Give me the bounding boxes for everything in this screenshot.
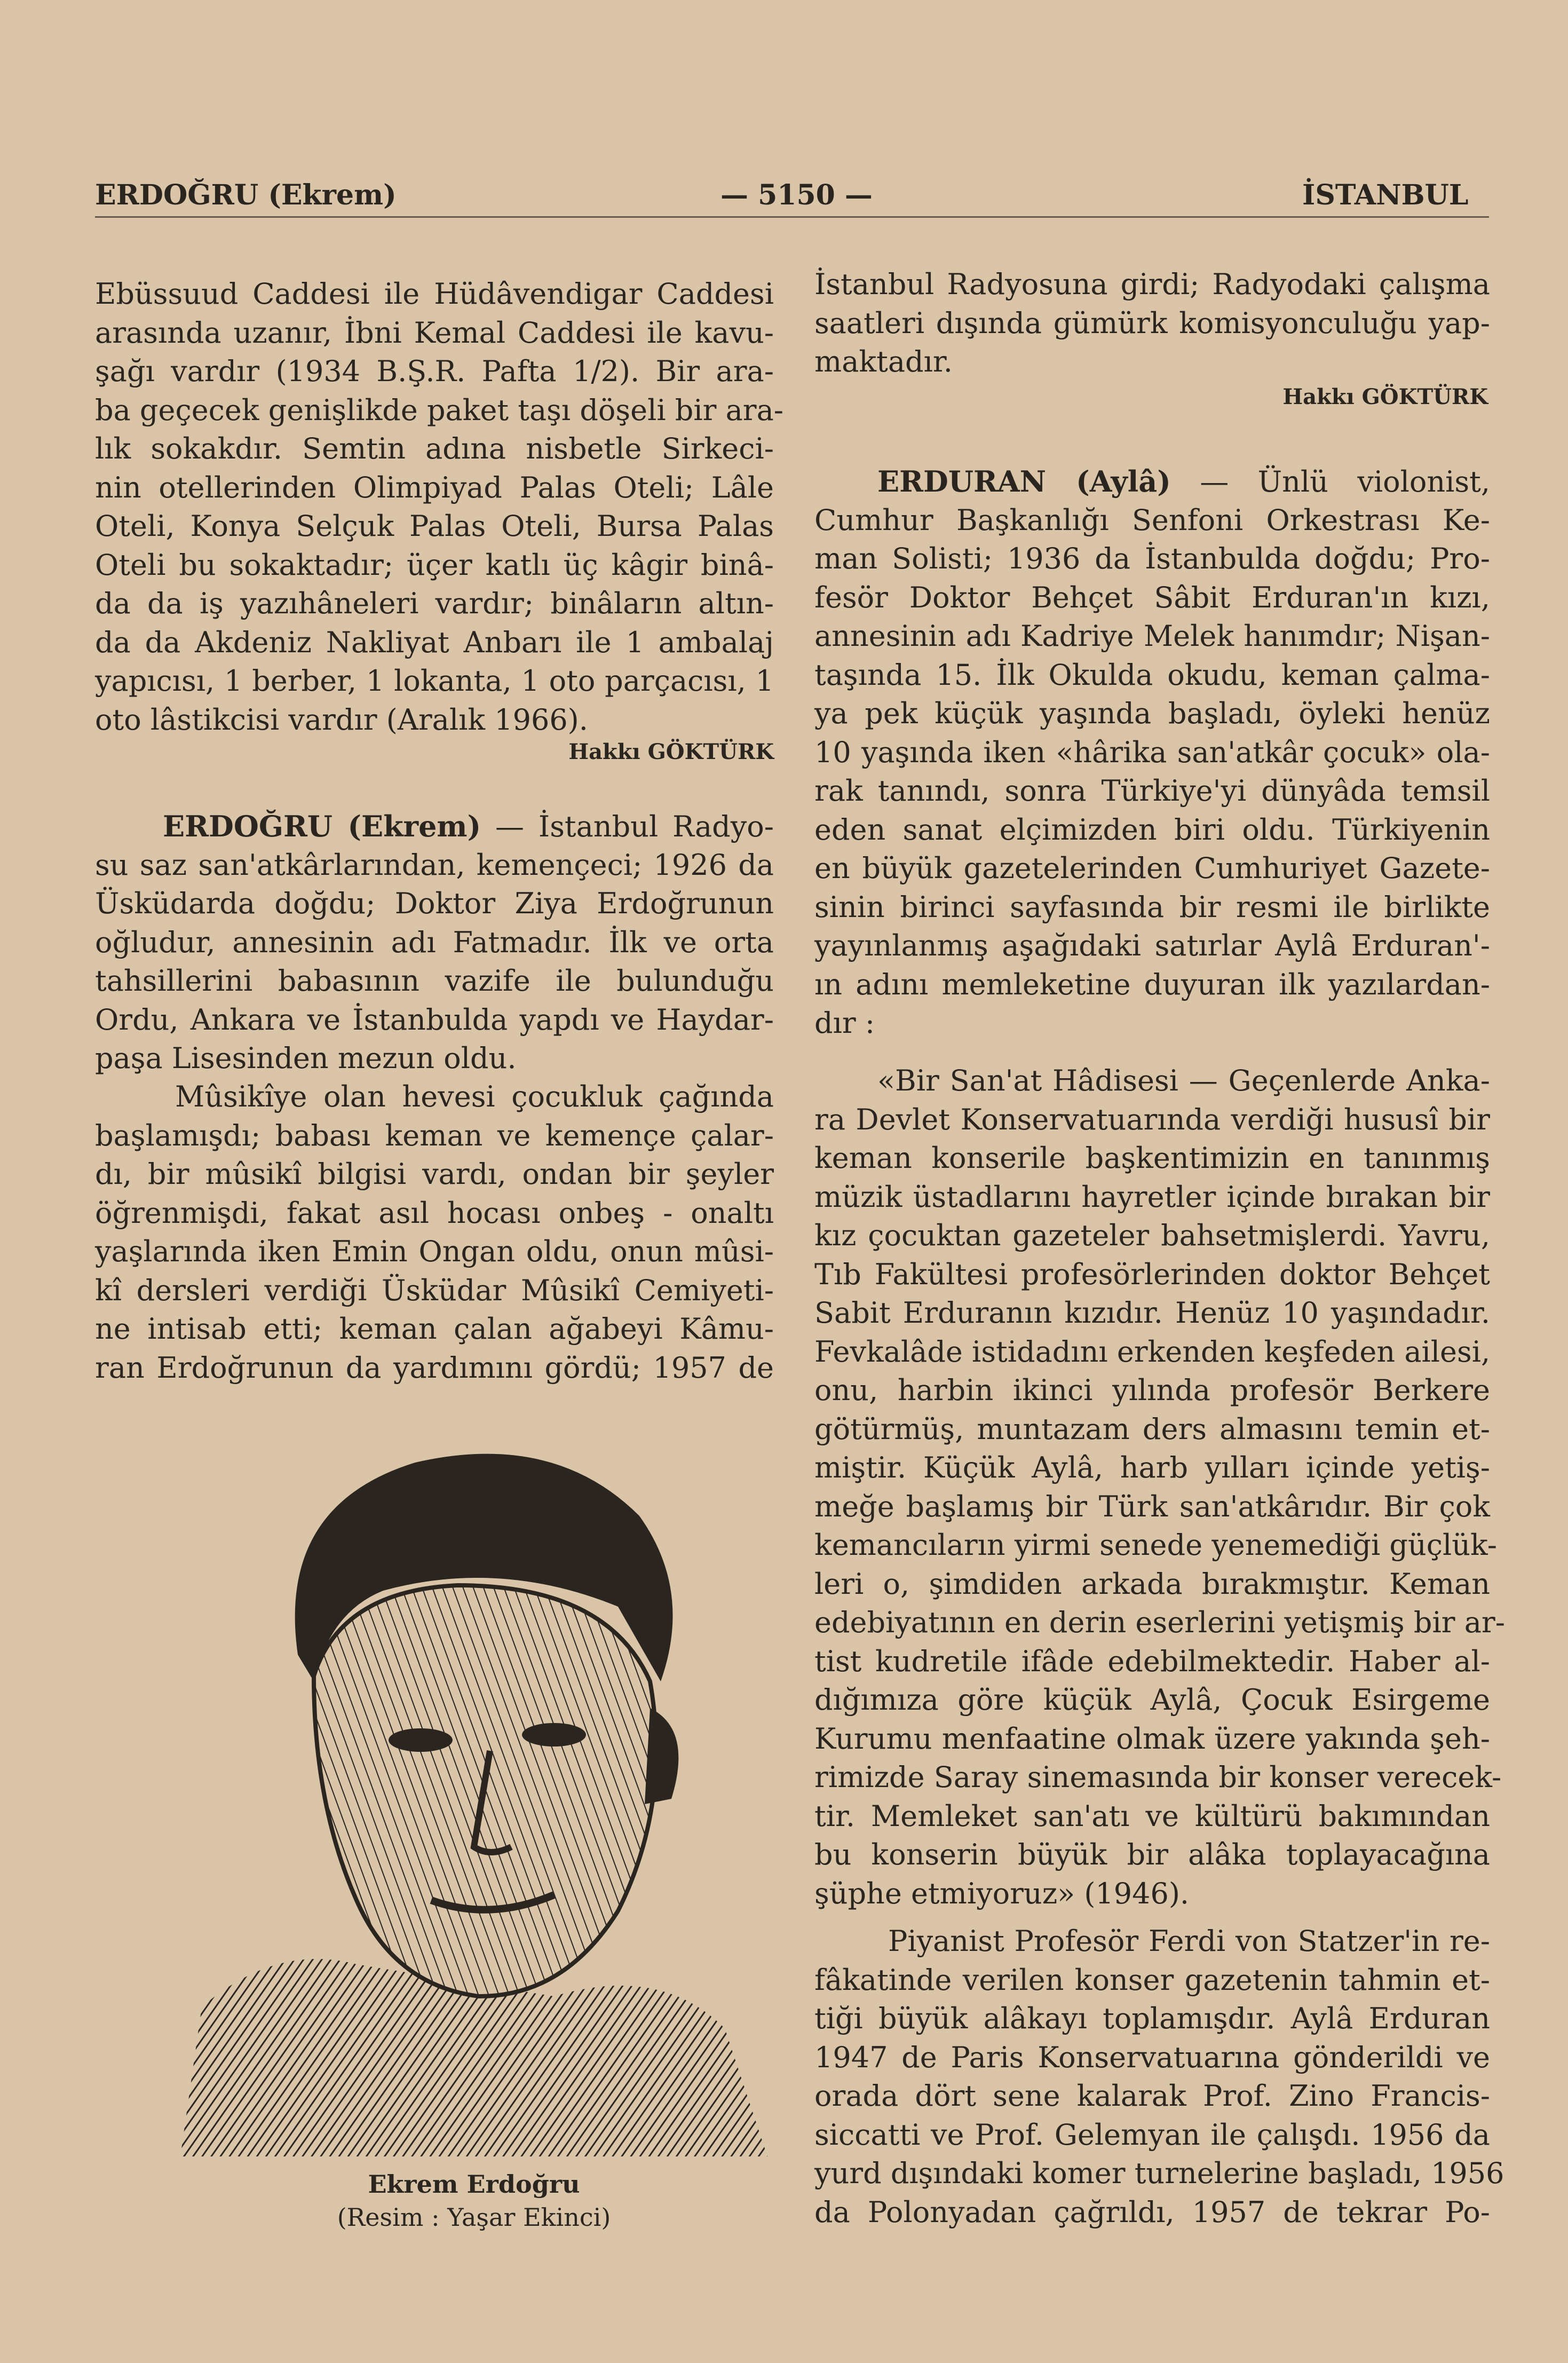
text-line: dır : bbox=[814, 1006, 875, 1040]
text-line: «Bir San'at Hâdisesi — Geçenlerde Anka- bbox=[877, 1064, 1490, 1097]
text-line: bu konserin büyük bir alâka toplayacağına bbox=[814, 1838, 1490, 1871]
text-line: ran Erdoğrunun da yardımını gördü; 1957 de bbox=[95, 1350, 774, 1385]
text-line: oğludur, annesinin adı Fatmadır. İlk ve orta bbox=[95, 925, 774, 959]
right-para-1 bbox=[814, 265, 1490, 382]
portrait-ear bbox=[645, 1708, 678, 1804]
text-line: Oteli bu sokaktadır; üçer katlı üç kâgir binâ- bbox=[95, 548, 774, 582]
text-line: şağı vardır (1934 B.Ş.R. Pafta 1/2). Bir ara- bbox=[95, 354, 774, 388]
text-line: siccatti ve Prof. Gelemyan ile çalışdı. 1956 da bbox=[814, 2117, 1490, 2152]
running-head-right: İSTANBUL bbox=[1302, 179, 1469, 211]
text-line: tir. Memleket san'atı ve kültürü bakımından bbox=[814, 1799, 1490, 1833]
text-line: ne intisab etti; keman çalan ağabeyi Kâmu- bbox=[95, 1312, 774, 1346]
text-line: dığımıza göre küçük Aylâ, Çocuk Esirgeme bbox=[814, 1683, 1490, 1717]
right-para-3 bbox=[814, 1062, 1505, 1913]
text-line: kız çocuktan gazeteler bahsetmişlerdi. Yavru, bbox=[814, 1219, 1490, 1252]
text-line: fesör Doktor Behçet Sâbit Erduran'ın kızı, bbox=[814, 580, 1490, 614]
text-line: orada dört sene kalarak Prof. Zino Francis- bbox=[814, 2079, 1490, 2113]
text-line: 10 yaşında iken «hârika san'atkâr çocuk» ola- bbox=[814, 735, 1490, 769]
text-line: da da Akdeniz Nakliyat Anbarı ile 1 ambalaj bbox=[95, 625, 774, 659]
left-para-3 bbox=[95, 1078, 774, 1387]
text-line: müzik üstadlarını hayretler içinde bırakan bir bbox=[814, 1180, 1490, 1214]
text-line: rak tanındı, sonra Türkiye'yi dünyâda temsil bbox=[814, 774, 1490, 808]
text-line: Tıb Fakültesi profesörlerinden doktor Behçet bbox=[814, 1257, 1490, 1291]
text-line: sinin birinci sayfasında bir resmi ile birlikte bbox=[814, 890, 1490, 924]
text-line: yapıcısı, 1 berber, 1 lokanta, 1 oto parçacısı, 1 bbox=[95, 664, 774, 698]
text-line: tist kudretile ifâde edebilmektedir. Haber al- bbox=[814, 1644, 1490, 1678]
left-para-1 bbox=[95, 275, 784, 739]
text-line: kî dersleri verdiği Üsküdar Mûsikî Cemiyeti- bbox=[95, 1273, 774, 1307]
text-line: yurd dışındaki komer turnelerine başladı, 1956 bbox=[814, 2156, 1504, 2190]
text-line: arasında uzanır, İbni Kemal Caddesi ile kavu- bbox=[95, 315, 774, 350]
text-line: yaşlarında iken Emin Ongan oldu, onun mûsi- bbox=[95, 1235, 774, 1268]
text-line: rimizde Saray sinemasında bir konser verecek- bbox=[814, 1760, 1502, 1794]
text-line: şüphe etmiyoruz» (1946). bbox=[814, 1876, 1190, 1910]
text-line: man Solisti; 1936 da İstanbulda doğdu; Pro- bbox=[814, 542, 1490, 575]
text-line: da da iş yazıhâneleri vardır; binâların altın- bbox=[95, 587, 774, 620]
text-line: Ordu, Ankara ve İstanbulda yapdı ve Haydar- bbox=[95, 1002, 774, 1037]
text-line: en büyük gazetelerinden Cumhuriyet Gazete- bbox=[814, 851, 1490, 885]
entry-headword: ERDOĞRU (Ekrem) bbox=[163, 809, 481, 843]
right-para-2 bbox=[814, 462, 1490, 1043]
text-line: annesinin adı Kadriye Melek hanımdır; Nişan- bbox=[814, 619, 1490, 653]
text-line: Mûsikîye olan hevesi çocukluk çağında bbox=[175, 1080, 774, 1113]
portrait-caption-credit: (Resim : Yaşar Ekinci) bbox=[337, 2203, 611, 2232]
text-line: tiği büyük alâkayı toplamışdır. Aylâ Erduran bbox=[814, 2002, 1490, 2035]
text-line: ERDURAN (Aylâ) — Ünlü violonist, bbox=[877, 464, 1491, 499]
left-para-2 bbox=[95, 807, 774, 1078]
text-line: götürmüş, muntazam ders almasını temin et- bbox=[814, 1412, 1490, 1446]
portrait-caption-name: Ekrem Erdoğru bbox=[368, 2170, 580, 2199]
text-line: da Polonyadan çağrıldı, 1957 de tekrar Po- bbox=[814, 2195, 1490, 2229]
text-line: İstanbul Radyosuna girdi; Radyodaki çalışma bbox=[814, 267, 1490, 301]
text-line: Ebüssuud Caddesi ile Hüdâvendigar Caddesi bbox=[95, 277, 774, 311]
text-line: miştir. Küçük Aylâ, harb yılları içinde yetiş- bbox=[814, 1451, 1490, 1484]
text-line: tahsillerini babasının vazife ile bulunduğu bbox=[95, 964, 774, 998]
text-line: leri o, şimdiden arkada bırakmıştır. Keman bbox=[814, 1567, 1490, 1601]
text-line: öğrenmişdi, fakat asıl hocası onbeş - onaltı bbox=[95, 1196, 774, 1230]
text-line: ya pek küçük yaşında başladı, öyleki henüz bbox=[814, 697, 1490, 730]
text-line: 1947 de Paris Konservatuarına gönderildi ve bbox=[814, 2040, 1490, 2074]
text-line: Kurumu menfaatine olmak üzere yakında şeh- bbox=[814, 1721, 1490, 1756]
text-line: Sabit Erduranın kızıdır. Henüz 10 yaşındadır. bbox=[814, 1296, 1490, 1330]
text-line: nin otellerinden Olimpiyad Palas Oteli; Lâle bbox=[95, 470, 774, 504]
text-line: Piyanist Profesör Ferdi von Statzer'in re- bbox=[888, 1924, 1490, 1958]
text-line: yayınlanmış aşağıdaki satırlar Aylâ Erduran'- bbox=[814, 929, 1490, 962]
text-line: Fevkalâde istidadını erkenden keşfeden ailesi, bbox=[814, 1334, 1491, 1369]
text-line: Cumhur Başkanlığı Senfoni Orkestrası Ke- bbox=[814, 503, 1490, 537]
text-line: su saz san'atkârlarından, kemençeci; 1926 da bbox=[95, 848, 774, 882]
text-line: lık sokakdır. Semtin adına nisbetle Sirkeci- bbox=[95, 432, 774, 465]
text-line: eden sanat elçimizden biri oldu. Türkiyenin bbox=[814, 812, 1490, 847]
header-rule bbox=[95, 216, 1489, 218]
page-number: — 5150 — bbox=[720, 179, 873, 211]
text-line: meğe başlamış bir Türk san'atkârıdır. Bir çok bbox=[814, 1489, 1490, 1523]
text-line: taşında 15. İlk Okulda okudu, keman çalma- bbox=[814, 658, 1490, 692]
text-line: ra Devlet Konservatuarında verdiği hususî bir bbox=[814, 1102, 1490, 1136]
text-line: fâkatinde verilen konser gazetenin tahmin et- bbox=[814, 1963, 1490, 1997]
signature-right: Hakkı GÖKTÜRK bbox=[1282, 384, 1488, 409]
text-line: maktadır. bbox=[814, 345, 953, 378]
text-line: paşa Lisesinden mezun oldu. bbox=[95, 1041, 517, 1075]
right-para-4 bbox=[814, 1922, 1504, 2232]
text-line: saatleri dışında gümürk komisyonculuğu yap- bbox=[814, 306, 1490, 340]
text-line: kemancıların yirmi senede yenemediği güçlük- bbox=[814, 1528, 1498, 1562]
text-line: oto lâstikcisi vardır (Aralık 1966). bbox=[95, 702, 588, 737]
running-head-left: ERDOĞRU (Ekrem) bbox=[95, 179, 397, 211]
text-line: edebiyatının en derin eserlerini yetişmiş bir ar- bbox=[814, 1606, 1505, 1639]
text-line: onu, harbin ikinci yılında profesör Berkere bbox=[814, 1373, 1490, 1407]
text-line: Üsküdarda doğdu; Doktor Ziya Erdoğrunun bbox=[95, 887, 774, 920]
text-line: ın adını memleketine duyuran ilk yazılardan- bbox=[814, 967, 1490, 1001]
text-line: ba geçecek genişlikde paket taşı döşeli bir ara- bbox=[95, 393, 784, 427]
portrait-illustration bbox=[180, 1431, 767, 2156]
signature-left: Hakkı GÖKTÜRK bbox=[568, 739, 774, 764]
text-line: Oteli, Konya Selçuk Palas Oteli, Bursa Palas bbox=[95, 509, 774, 543]
text-line: dı, bir mûsikî bilgisi vardı, ondan bir şeyler bbox=[95, 1157, 774, 1191]
text-line: keman konserile başkentimizin en tanınmış bbox=[814, 1141, 1490, 1175]
entry-headword: ERDURAN (Aylâ) bbox=[877, 464, 1171, 499]
text-line: ERDOĞRU (Ekrem) — İstanbul Radyo- bbox=[163, 809, 774, 843]
text-line: başlamışdı; babası keman ve kemençe çalar- bbox=[95, 1118, 774, 1152]
